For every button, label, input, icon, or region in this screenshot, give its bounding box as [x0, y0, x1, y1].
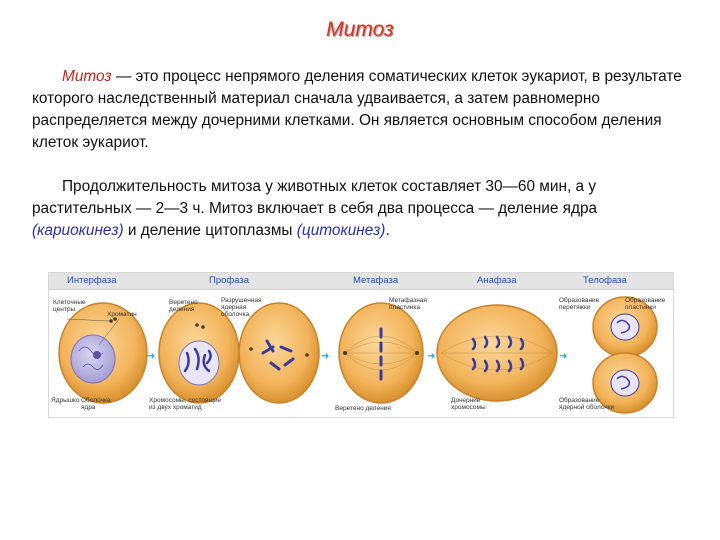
metaphase-cell — [339, 303, 423, 403]
phase-title-prophase: Профаза — [209, 275, 250, 286]
label-cell-centers: Клеточные центры — [53, 299, 86, 313]
definition-paragraph — [32, 66, 692, 154]
duration-text-2: и деление цитоплазмы — [123, 222, 297, 239]
label-daughter-chromosomes: Дочерние хромосомы — [451, 397, 486, 411]
mitosis-phases-figure — [48, 272, 674, 418]
label-nucleolus: Ядрышко — [51, 397, 80, 404]
page-title: Митоз — [326, 18, 394, 41]
definition-text: — это процесс непрямого деления соматических клеток эукариот, в результате которого наследственный материал сначала удваивается, а затем равномерно распределяется между дочерними клетками. Он является основным способом деления клеток эукариот. — [32, 68, 682, 151]
label-chromosomes: Хромосомы, состоящие из двух хроматид — [149, 397, 222, 411]
term-cytokinesis: (цитокинез) — [296, 222, 386, 239]
label-metaphase-plate: Метафазная пластинка — [389, 297, 428, 311]
label-plate-formation: Образование пластинки — [625, 297, 666, 311]
phase-title-anaphase: Анафаза — [477, 275, 517, 286]
duration-text-3: . — [385, 222, 390, 239]
arrow-right-icon: ➜ — [147, 351, 156, 362]
arrow-right-icon: ➜ — [559, 351, 568, 362]
label-broken-envelope: Разрушенная ядерная оболочка — [221, 297, 262, 318]
label-chromatin: Хроматин — [107, 311, 137, 318]
term-karyokinesis: (кариокинез) — [32, 222, 124, 239]
phase-title-metaphase: Метафаза — [353, 275, 399, 286]
duration-text: Продолжительность митоза у животных клеток составляет 30—60 мин, а у растительных — 2—3 ч. Митоз включает в себя два процесса — деление ядра — [32, 178, 598, 217]
duration-paragraph — [32, 176, 692, 242]
anaphase-cell — [437, 305, 557, 401]
interphase-cell — [59, 303, 147, 403]
label-constriction: Образование перетяжки — [559, 297, 600, 311]
telophase-cells — [593, 297, 657, 413]
label-metaphase-spindle: Веретено деления — [335, 405, 391, 412]
label-spindle: Веретено деления — [169, 299, 198, 313]
label-nuclear-envelope: Оболочка ядра — [81, 397, 111, 411]
phase-title-telophase: Телофаза — [583, 275, 627, 286]
phase-title-interphase: Интерфаза — [67, 275, 117, 286]
arrow-right-icon: ➜ — [427, 351, 436, 362]
prophase-cells — [159, 303, 319, 403]
term-mitosis: Митоз — [62, 68, 112, 85]
label-envelope-formation: Образование ядерной оболочки — [559, 397, 615, 411]
arrow-right-icon: ➜ — [321, 351, 330, 362]
